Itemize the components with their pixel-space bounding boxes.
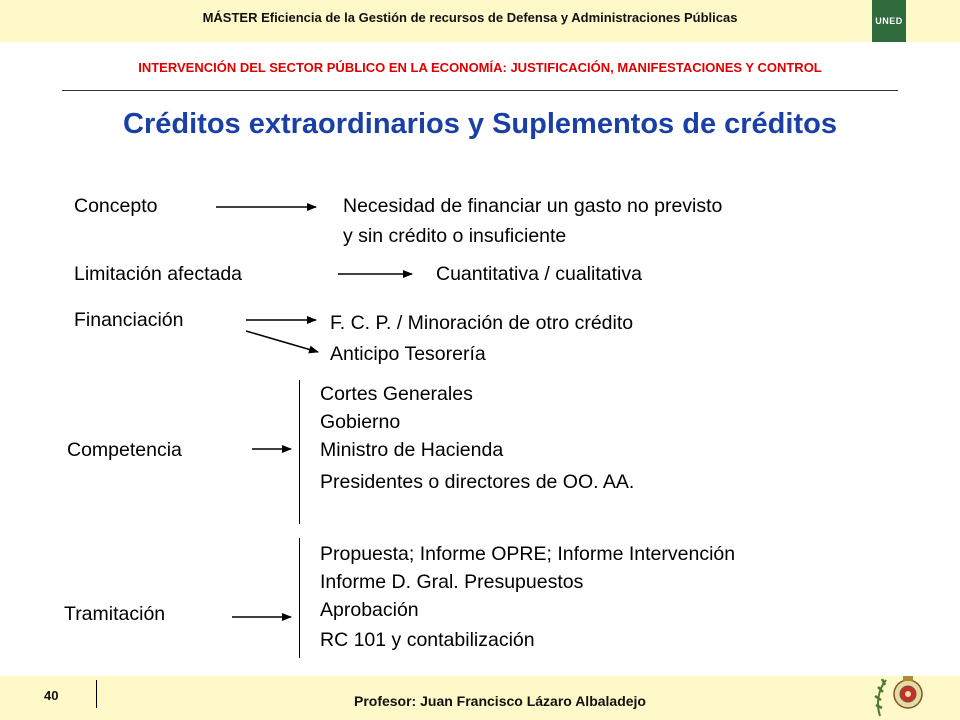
competencia-item-1: Cortes Generales [320,383,473,405]
concepto-label: Concepto [74,195,158,217]
slide-title: Créditos extraordinarios y Suplementos de créditos [123,108,837,140]
limitacion-label: Limitación afectada [74,263,243,285]
financiacion-label: Financiación [74,309,184,331]
master-title: MÁSTER Eficiencia de la Gestión de recursos de Defensa y Administraciones Públicas [202,10,738,25]
footer-divider [96,680,97,708]
tramitacion-item-4: RC 101 y contabilización [320,629,535,651]
limitacion-value: Cuantitativa / cualitativa [436,263,642,285]
concepto-line-1: Necesidad de financiar un gasto no previsto [343,195,723,217]
section-subtitle: INTERVENCIÓN DEL SECTOR PÚBLICO EN LA ECONOMÍA: JUSTIFICACIÓN, MANIFESTACIONES Y CONTROL [138,60,822,75]
tramitacion-item-3: Aprobación [320,599,419,621]
competencia-item-2: Gobierno [320,411,401,433]
competencia-item-3: Ministro de Hacienda [320,439,504,461]
financiacion-option-1: F. C. P. / Minoración de otro crédito [330,312,634,334]
competencia-label: Competencia [67,439,182,461]
professor-name: Profesor: Juan Francisco Lázaro Albaladejo [353,693,646,709]
page-number: 40 [44,688,59,703]
uned-logo: UNED [872,0,906,42]
tramitacion-label: Tramitación [64,603,166,625]
concepto-line-2: y sin crédito o insuficiente [343,225,567,247]
tramitacion-item-2: Informe D. Gral. Presupuestos [320,571,584,593]
financiacion-option-2: Anticipo Tesorería [330,343,486,365]
competencia-item-4: Presidentes o directores de OO. AA. [320,471,635,493]
tramitacion-item-1: Propuesta; Informe OPRE; Informe Intervención [320,543,736,565]
financiacion-arrow-2 [246,331,318,352]
emblem-icon [870,668,932,720]
